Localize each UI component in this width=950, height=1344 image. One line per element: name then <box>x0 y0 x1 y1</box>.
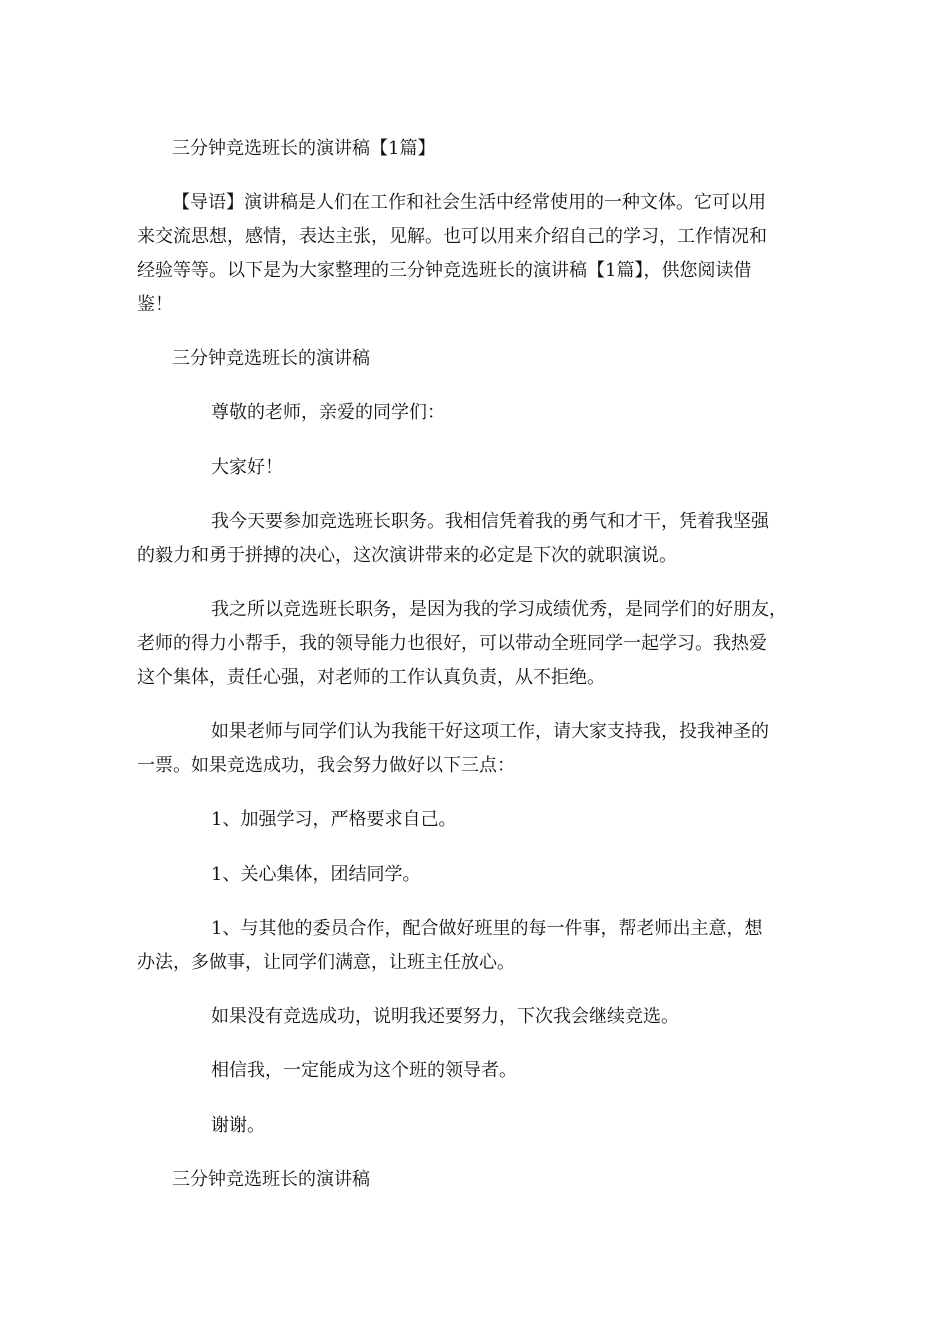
thanks: 谢谢。 <box>211 1115 265 1136</box>
paragraph-2-line-3: 这个集体，责任心强，对老师的工作认真负责，从不拒绝。 <box>137 667 605 688</box>
document-title: 三分钟竞选班长的演讲稿【1篇】 <box>172 138 436 159</box>
point-3-line-2: 办法，多做事，让同学们满意，让班主任放心。 <box>137 952 515 973</box>
section-heading: 三分钟竞选班长的演讲稿 <box>172 348 370 369</box>
intro-line-2: 来交流思想，感情，表达主张，见解。也可以用来介绍自己的学习，工作情况和 <box>137 226 767 247</box>
paragraph-3-line-2: 一票。如果竞选成功，我会努力做好以下三点： <box>137 755 515 776</box>
intro-line-1: 【导语】演讲稿是人们在工作和社会生活中经常使用的一种文体。它可以用 <box>172 192 766 213</box>
paragraph-2-line-1: 我之所以竞选班长职务，是因为我的学习成绩优秀，是同学们的好朋友， <box>211 599 787 620</box>
paragraph-4: 如果没有竞选成功，说明我还要努力，下次我会继续竞选。 <box>211 1006 679 1027</box>
paragraph-3-line-1: 如果老师与同学们认为我能干好这项工作，请大家支持我，投我神圣的 <box>211 721 769 742</box>
section-heading-2: 三分钟竞选班长的演讲稿 <box>172 1169 370 1190</box>
hello: 大家好！ <box>211 457 283 478</box>
paragraph-5: 相信我，一定能成为这个班的领导者。 <box>211 1060 517 1081</box>
point-1: 1、加强学习，严格要求自己。 <box>211 809 457 830</box>
greeting: 尊敬的老师，亲爱的同学们： <box>211 402 445 423</box>
intro-line-4: 鉴！ <box>137 294 173 315</box>
paragraph-2-line-2: 老师的得力小帮手，我的领导能力也很好，可以带动全班同学一起学习。我热爱 <box>137 633 767 654</box>
paragraph-1-line-1: 我今天要参加竞选班长职务。我相信凭着我的勇气和才干，凭着我坚强 <box>211 511 769 532</box>
paragraph-1-line-2: 的毅力和勇于拼搏的决心，这次演讲带来的必定是下次的就职演说。 <box>137 545 677 566</box>
point-3-line-1: 1、与其他的委员合作，配合做好班里的每一件事，帮老师出主意，想 <box>211 918 763 939</box>
intro-line-3: 经验等等。以下是为大家整理的三分钟竞选班长的演讲稿【1篇】，供您阅读借 <box>137 260 752 281</box>
point-2: 1、关心集体，团结同学。 <box>211 864 421 885</box>
